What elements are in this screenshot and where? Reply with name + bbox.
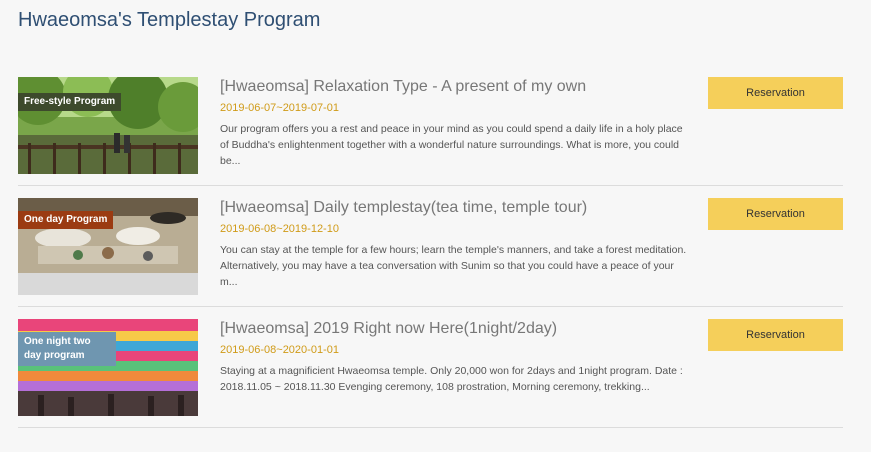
program-date: 2019-06-07~2019-07-01 bbox=[220, 102, 339, 114]
program-description: Staying at a magnificient Hwaeomsa temple. Only 20,000 won for 2days and 1night program. Date : 2018.11.05 ~ 2018.11.30 Evenging ceremony, 108 prostration, Morning ceremony, trekking... bbox=[220, 365, 683, 393]
program-thumbnail[interactable] bbox=[18, 319, 198, 416]
program-info bbox=[220, 78, 690, 169]
program-description: Our program offers you a rest and peace in your mind as you could spend a daily life in a holy place of Buddha's enlightenment together with a wonderful nature surroundings. What is more, you could be... bbox=[220, 123, 683, 167]
program-list bbox=[18, 65, 843, 428]
reservation-button[interactable]: Reservation bbox=[708, 198, 843, 230]
program-title[interactable]: [Hwaeomsa] Relaxation Type - A present of my own bbox=[220, 78, 587, 95]
reservation-button[interactable]: Reservation bbox=[708, 319, 843, 351]
program-tag: One night two day program bbox=[18, 332, 116, 366]
program-info bbox=[220, 199, 690, 290]
program-item bbox=[18, 65, 843, 186]
program-info bbox=[220, 320, 690, 395]
program-title[interactable]: [Hwaeomsa] 2019 Right now Here(1night/2day) bbox=[220, 320, 558, 337]
program-description: You can stay at the temple for a few hours; learn the temple's manners, and take a forest meditation. Alternatively, you may have a tea conversation with Sunim so that you could have a peace of your m... bbox=[220, 244, 687, 288]
program-title[interactable]: [Hwaeomsa] Daily templestay(tea time, temple tour) bbox=[220, 199, 588, 216]
program-tag: Free-style Program bbox=[18, 93, 121, 111]
page-title: Hwaeomsa's Templestay Program bbox=[18, 9, 321, 31]
program-tag: One day Program bbox=[18, 211, 113, 229]
program-item bbox=[18, 307, 843, 428]
program-date: 2019-06-08~2020-01-01 bbox=[220, 344, 339, 356]
program-thumbnail[interactable] bbox=[18, 198, 198, 295]
program-item bbox=[18, 186, 843, 307]
reservation-button[interactable]: Reservation bbox=[708, 77, 843, 109]
program-thumbnail[interactable] bbox=[18, 77, 198, 174]
forest-photo bbox=[18, 77, 198, 174]
program-date: 2019-06-08~2019-12-10 bbox=[220, 223, 339, 235]
